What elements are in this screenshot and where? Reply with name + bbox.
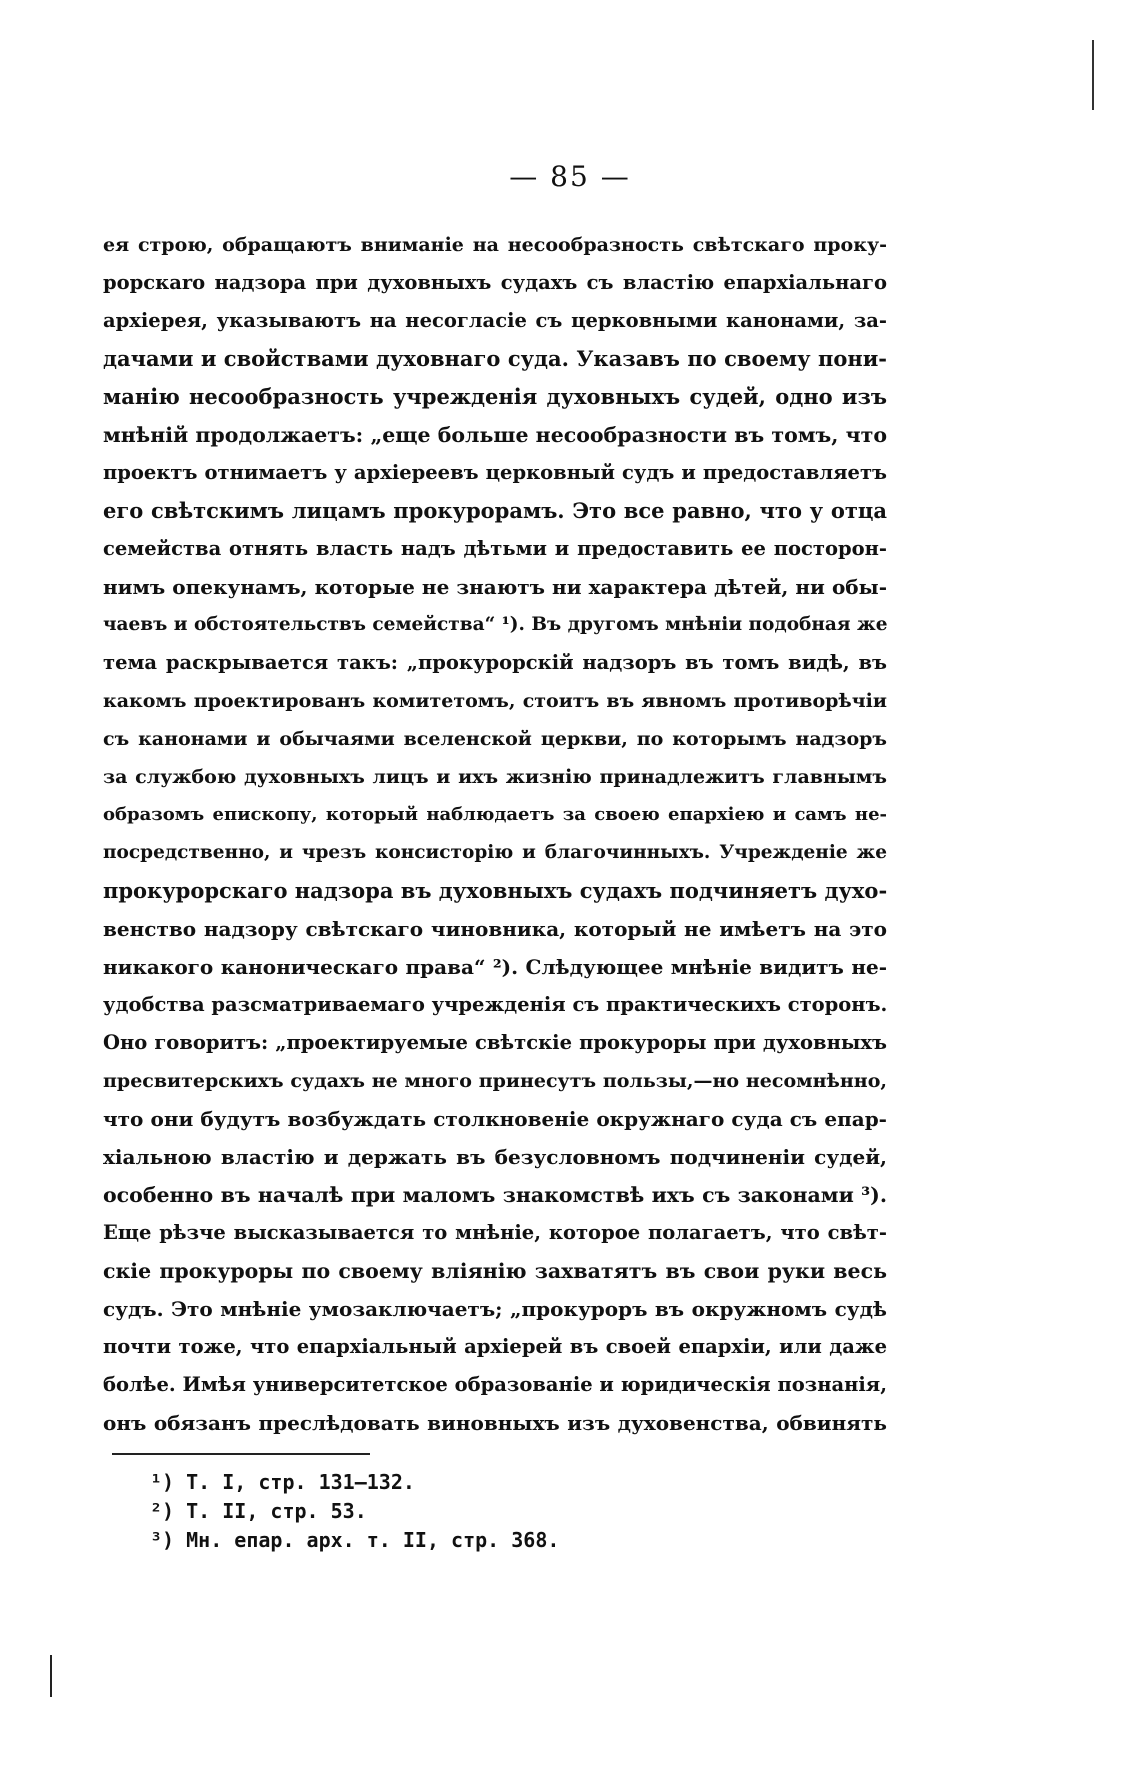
text-line: popcкaro надзора при духовныхъ судахъ съ властію епархіальнаго [103,271,887,294]
text-line: нимъ опекунамъ, которые не знаютъ ни характера дѣтей, ни обы- [103,575,887,599]
footnote-divider [112,1453,370,1455]
text-line: манію несообразность учрежденія духовныхъ судей, одно изъ [103,384,887,409]
page-number: — 85 — [509,160,631,193]
text-line: особенно въ началѣ при маломъ знакомствѣ ихъ съ законами ³). [103,1183,887,1207]
text-line: за службою духовныхъ лицъ и ихъ жизнію принадлежитъ главнымъ [103,766,887,788]
text-line: удобства разсматриваемаго учрежденія съ практическихъ сторонъ. [103,993,887,1016]
text-line: судъ. Это мнѣніе умозаключаетъ; „прокуроръ въ окружномъ судѣ [103,1297,887,1321]
footnotes [150,1468,750,1555]
text-line: образомъ епископу, который наблюдаетъ за своею епархіею и самъ не- [103,804,887,825]
text-line: онъ обязанъ преслѣдовать виновныхъ изъ духовенства, обвинять [103,1411,887,1435]
footnote: ²) Т. II, стр. 53. [150,1499,367,1523]
text-line: посредственно, и чрезъ консисторію и благочинныхъ. Учрежденіе же [103,842,887,863]
text-line: никакого каноническаго права“ ²). Слѣдующее мнѣніе видитъ не- [103,955,887,979]
text-line: ея строю, обращаютъ вниманіе на несообразность свѣтскаго проку- [103,234,887,256]
text-line: что они будутъ возбуждать столкновеніе окружнаго суда съ епар- [103,1107,887,1131]
text-line: хіальною властію и держать въ безусловномъ подчиненіи судей, [103,1145,887,1169]
text-line: проектъ отнимаетъ у архіереевъ церковный судъ и предоставляетъ [103,461,887,484]
text-line: почти тоже, что епархіальный архіерей въ своей епархіи, или даже [103,1335,887,1358]
text-line: семейства отнять власть надъ дѣтьми и предоставить ее посторон- [103,537,887,560]
margin-rule [1092,40,1094,110]
text-line: скіе прокуроры по своему вліянію захватятъ въ свои руки весь [103,1259,887,1283]
text-line: пресвитерскихъ судахъ не много принесутъ пользы,—но несомнѣнно, [103,1070,887,1092]
text-line: архіерея, указываютъ на несогласіе съ церковными канонами, за- [103,309,887,332]
text-line: тема раскрывается такъ: „прокурорскій надзоръ въ томъ видѣ, въ [103,651,887,674]
body-text [103,226,887,1442]
text-line: Еще рѣзче высказывается то мнѣніе, которое полагаетъ, что свѣт- [103,1221,887,1244]
text-line: прокурорскаго надзора въ духовныхъ судахъ подчиняетъ духо- [103,878,887,903]
text-line: венство надзору свѣтскаго чиновника, который не имѣетъ на это [103,917,887,941]
text-line: болѣе. Имѣя университетское образованіе и юридическія познанія, [103,1373,887,1396]
text-line: его свѣтскимъ лицамъ прокурорамъ. Это все равно, что у отца [103,498,887,523]
footnote: ³) Мн. епар. арх. т. II, стр. 368. [150,1528,560,1552]
text-line: дачами и свойствами духовнаго суда. Указавъ по своему пони- [103,346,887,371]
text-line: чаевъ и обстоятельствъ семейства“ ¹). Въ другомъ мнѣніи подобная же [103,614,887,635]
text-line: Оно говоритъ: „проектируемые свѣтскіе прокуроры при духовныхъ [103,1031,887,1054]
footnote: ¹) Т. I, стр. 131—132. [150,1470,415,1494]
text-line: мнѣній продолжаетъ: „еще больше несообразности въ томъ, что [103,423,887,447]
text-line: какомъ проектированъ комитетомъ, стоитъ въ явномъ противорѣчіи [103,690,887,712]
margin-mark [50,1655,52,1697]
text-line: съ канонами и обычаями вселенской церкви, по которымъ надзоръ [103,728,887,750]
